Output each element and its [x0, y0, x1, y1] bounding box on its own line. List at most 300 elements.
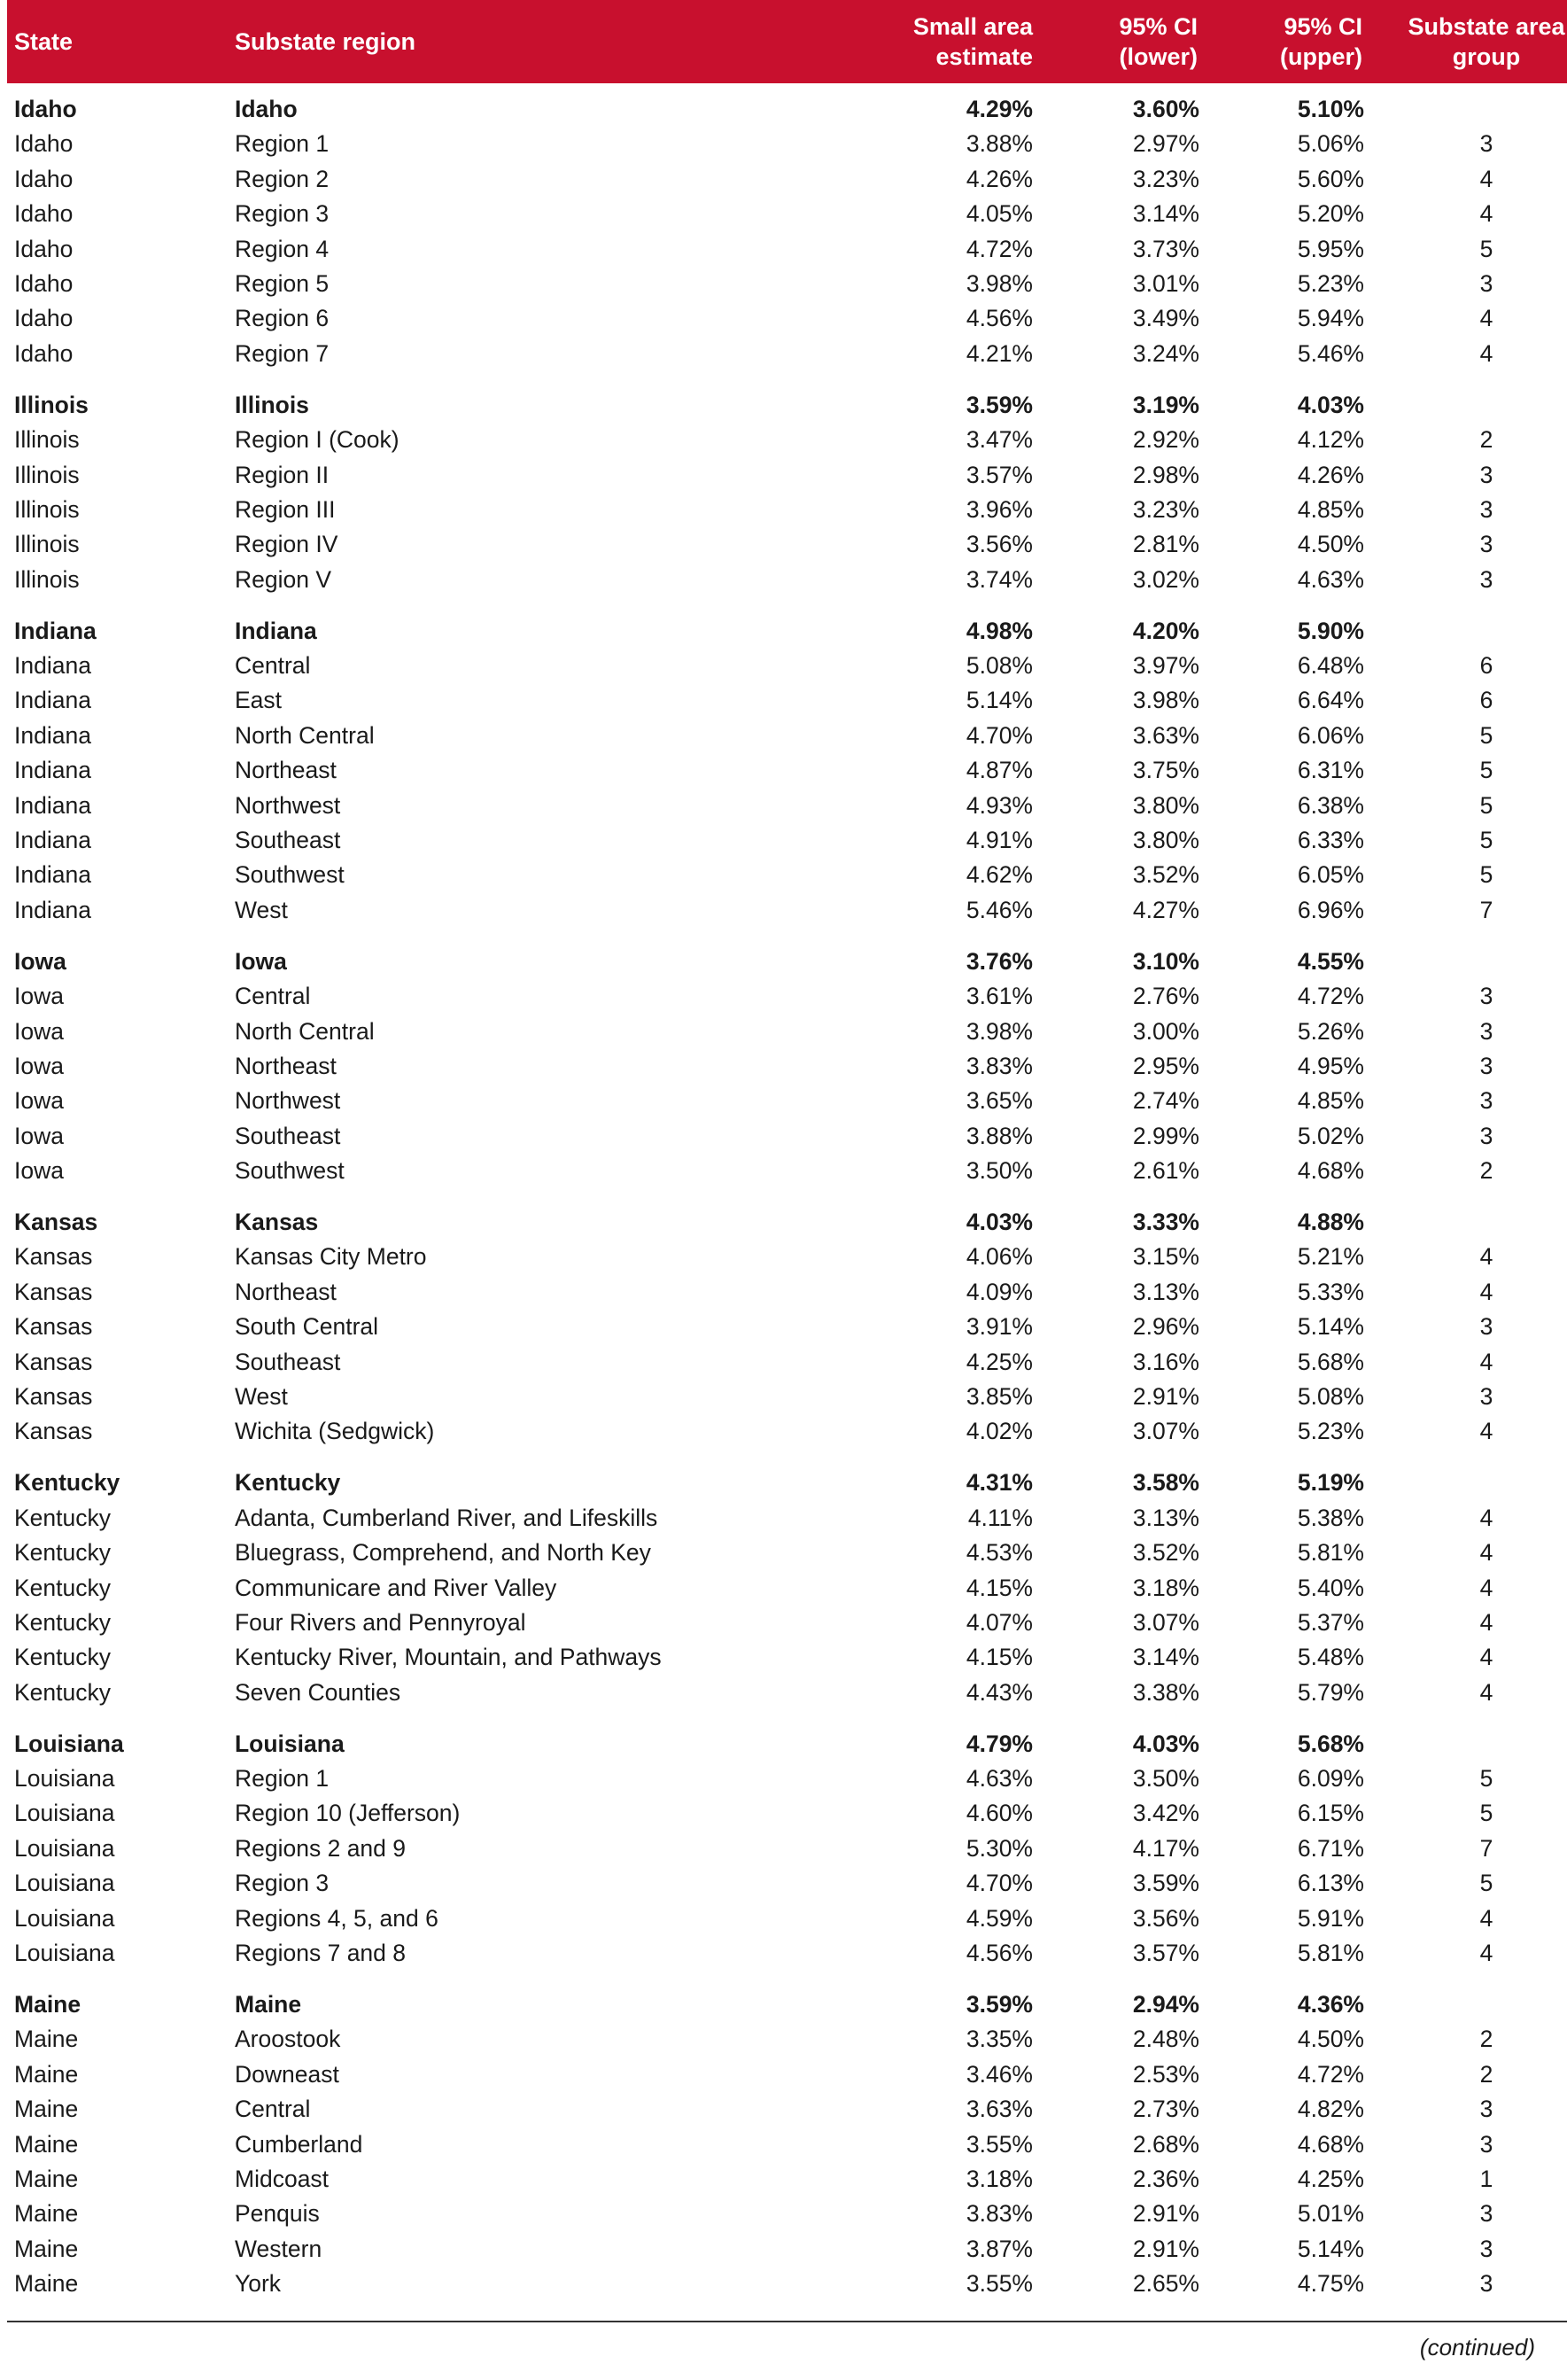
table-row: [7, 1936, 1567, 1971]
state-cell: Idaho: [14, 235, 74, 262]
small-area-estimate-cell: 3.57%: [966, 461, 1033, 488]
substate-region-cell: Region 3: [235, 200, 330, 228]
small-area-estimate-cell: 4.91%: [966, 827, 1033, 853]
substate-area-group-cell: 3: [1479, 270, 1493, 297]
substate-region-cell: Cumberland: [235, 2130, 363, 2158]
substate-area-group-cell: 5: [1479, 827, 1493, 853]
table-row: [7, 1154, 1567, 1188]
small-area-estimate-cell: 5.30%: [966, 1834, 1033, 1862]
ci-lower-cell: 4.17%: [1132, 1834, 1199, 1862]
small-area-estimate-cell: 3.65%: [966, 1087, 1033, 1115]
state-summary-row: [7, 1205, 1567, 1240]
ci-upper-cell: 4.75%: [1297, 2270, 1364, 2298]
substate-area-group-cell: [1407, 1987, 1566, 2022]
substate-region-cell: Region II: [235, 461, 330, 488]
substate-area-group-cell: 4: [1479, 1504, 1493, 1531]
ci-upper-cell: 5.14%: [1297, 1313, 1364, 1341]
state-cell: Kansas: [14, 1348, 93, 1375]
substate-region-cell: North Central: [235, 1017, 375, 1045]
table-row: [7, 2127, 1567, 2162]
ci-upper-cell: 5.60%: [1297, 165, 1364, 192]
ci-upper-cell: 4.25%: [1297, 2165, 1364, 2192]
state-cell: Kentucky: [14, 1678, 112, 1706]
state-summary-row: [7, 614, 1567, 649]
substate-area-group-cell: 5: [1479, 721, 1493, 749]
substate-area-group-cell: 3: [1479, 2130, 1493, 2158]
ci-upper-cell: 5.14%: [1297, 2235, 1364, 2262]
ci-upper-cell: 5.19%: [1297, 1469, 1364, 1497]
state-cell: Kansas: [14, 1313, 93, 1341]
substate-area-group-cell: 1: [1479, 2165, 1493, 2192]
ci-upper-cell: 6.06%: [1297, 721, 1364, 749]
substate-area-group-cell: 2: [1479, 1157, 1493, 1185]
substate-region-cell: Downeast: [235, 2060, 339, 2088]
small-area-estimate-cell: 3.47%: [966, 426, 1033, 454]
ci-lower-cell: 3.13%: [1132, 1278, 1199, 1305]
small-area-estimate-cell: 3.87%: [966, 2235, 1033, 2262]
ci-upper-cell: 6.64%: [1297, 687, 1364, 714]
small-area-estimate-cell: 4.93%: [966, 791, 1033, 819]
small-area-estimate-cell: 4.43%: [966, 1678, 1033, 1706]
state-cell: Iowa: [14, 1157, 64, 1185]
state-summary-row: [7, 1987, 1567, 2022]
ci-lower-cell: 4.03%: [1132, 1730, 1199, 1757]
table-row: [7, 683, 1567, 718]
ci-upper-cell: 6.71%: [1297, 1834, 1364, 1862]
ci-lower-cell: 2.92%: [1132, 426, 1199, 454]
table-row: [7, 719, 1567, 753]
ci-upper-cell: 5.20%: [1297, 200, 1364, 228]
ci-lower-cell: 3.58%: [1132, 1469, 1199, 1497]
state-cell: Iowa: [14, 1087, 64, 1115]
state-cell: Louisiana: [14, 1904, 115, 1932]
small-area-estimate-cell: 3.50%: [966, 1157, 1033, 1185]
header-ci-lower: 95% CI (lower): [1119, 13, 1198, 70]
table-row: [7, 1345, 1567, 1380]
substate-area-group-cell: 5: [1479, 235, 1493, 262]
substate-area-group-cell: 6: [1479, 652, 1493, 679]
table-row: [7, 267, 1567, 301]
table-row: [7, 2057, 1567, 2092]
substate-area-group-cell: 3: [1479, 1122, 1493, 1149]
substate-region-cell: Northwest: [235, 791, 341, 819]
substate-area-group-cell: 3: [1479, 495, 1493, 523]
ci-upper-cell: 5.46%: [1297, 339, 1364, 367]
table-row: [7, 1049, 1567, 1084]
ci-lower-cell: 3.50%: [1132, 1765, 1199, 1792]
ci-upper-cell: 4.63%: [1297, 565, 1364, 593]
ci-upper-cell: 4.50%: [1297, 531, 1364, 558]
ci-upper-cell: 5.23%: [1297, 1418, 1364, 1445]
substate-area-group-cell: 3: [1479, 1087, 1493, 1115]
substate-region-cell: Western: [235, 2235, 322, 2262]
ci-upper-cell: 4.36%: [1297, 1990, 1364, 2018]
small-area-estimate-cell: 4.29%: [966, 96, 1033, 122]
small-area-estimate-cell: 5.46%: [966, 896, 1033, 923]
table-row: [7, 2232, 1567, 2267]
state-cell: Louisiana: [14, 1940, 115, 1966]
substate-area-group-cell: 4: [1479, 165, 1493, 192]
state-cell: Maine: [14, 2165, 79, 2192]
substate-area-group-cell: 3: [1479, 983, 1493, 1010]
ci-lower-cell: 3.23%: [1132, 495, 1199, 523]
ci-lower-cell: 2.91%: [1132, 2200, 1199, 2228]
substate-region-cell: Central: [235, 983, 311, 1010]
ci-lower-cell: 2.98%: [1132, 461, 1199, 488]
substate-area-group-cell: 2: [1479, 2026, 1493, 2053]
ci-upper-cell: 5.37%: [1297, 1608, 1364, 1636]
ci-lower-cell: 3.18%: [1132, 1574, 1199, 1601]
state-cell: Iowa: [14, 983, 64, 1010]
state-cell: Kansas: [14, 1209, 98, 1235]
ci-upper-cell: 6.33%: [1297, 827, 1364, 853]
ci-lower-cell: 4.20%: [1132, 617, 1199, 644]
substate-area-group-cell: [1407, 388, 1566, 423]
small-area-estimate-cell: 3.76%: [966, 947, 1033, 975]
ci-lower-cell: 3.15%: [1132, 1243, 1199, 1271]
substate-area-group-cell: 4: [1479, 339, 1493, 367]
table-row: [7, 2092, 1567, 2127]
substate-area-group-cell: 2: [1479, 426, 1493, 454]
table-row: [7, 1240, 1567, 1274]
table-row: [7, 979, 1567, 1014]
substate-region-cell: Four Rivers and Pennyroyal: [235, 1608, 526, 1636]
ci-upper-cell: 5.94%: [1297, 305, 1364, 332]
ci-upper-cell: 4.68%: [1297, 1157, 1364, 1185]
state-cell: Indiana: [14, 827, 91, 853]
ci-lower-cell: 3.75%: [1132, 757, 1199, 784]
table-row: [7, 493, 1567, 527]
table-row: [7, 789, 1567, 823]
table-row: [7, 423, 1567, 457]
table-row: [7, 858, 1567, 892]
ci-lower-cell: 2.73%: [1132, 2096, 1199, 2123]
state-cell: Kansas: [14, 1243, 93, 1271]
substate-region-cell: Bluegrass, Comprehend, and North Key: [235, 1539, 651, 1567]
small-area-estimate-cell: 4.60%: [966, 1800, 1033, 1827]
substate-region-cell: Region 3: [235, 1870, 330, 1897]
ci-lower-cell: 2.65%: [1132, 2270, 1199, 2298]
state-cell: Kansas: [14, 1383, 93, 1410]
table-row: [7, 232, 1567, 267]
state-cell: Indiana: [14, 687, 91, 714]
table-header: [7, 0, 1567, 83]
substate-area-group-cell: [1407, 945, 1566, 979]
ci-upper-cell: 5.08%: [1297, 1383, 1364, 1410]
ci-upper-cell: 4.68%: [1297, 2130, 1364, 2158]
substate-region-cell: Kentucky: [235, 1469, 341, 1497]
ci-upper-cell: 5.48%: [1297, 1644, 1364, 1671]
ci-upper-cell: 5.26%: [1297, 1017, 1364, 1045]
substate-region-cell: Southeast: [235, 1122, 341, 1149]
ci-upper-cell: 5.68%: [1297, 1730, 1364, 1757]
small-area-estimate-cell: 3.18%: [966, 2165, 1033, 2192]
state-cell: Louisiana: [14, 1834, 115, 1862]
table-row: [7, 301, 1567, 336]
table-row: [7, 2022, 1567, 2057]
ci-lower-cell: 2.48%: [1132, 2026, 1199, 2053]
state-cell: Idaho: [14, 270, 74, 297]
substate-region-cell: Northeast: [235, 1052, 337, 1079]
substate-region-cell: West: [235, 896, 288, 923]
header-small-area-estimate: Small area estimate: [912, 13, 1033, 70]
ci-lower-cell: 3.63%: [1132, 721, 1199, 749]
ci-lower-cell: 3.80%: [1132, 827, 1199, 853]
substate-region-cell: York: [235, 2270, 282, 2298]
small-area-estimate-cell: 4.26%: [966, 165, 1033, 192]
substate-area-group-cell: 3: [1479, 130, 1493, 158]
substate-area-group-cell: [1407, 1466, 1566, 1500]
substate-area-group-cell: 4: [1479, 1608, 1493, 1636]
ci-lower-cell: 2.97%: [1132, 130, 1199, 158]
substate-region-cell: Adanta, Cumberland River, and Lifeskills: [235, 1504, 658, 1531]
state-cell: Kentucky: [14, 1504, 112, 1531]
substate-area-group-cell: 4: [1479, 1418, 1493, 1445]
table-row: [7, 2267, 1567, 2301]
ci-lower-cell: 2.76%: [1132, 983, 1199, 1010]
substate-region-cell: Midcoast: [235, 2165, 330, 2192]
substate-area-group-cell: 4: [1479, 1243, 1493, 1271]
substate-region-cell: East: [235, 687, 283, 714]
ci-upper-cell: 5.40%: [1297, 1574, 1364, 1601]
substate-area-group-cell: 7: [1479, 1834, 1493, 1862]
table-row: [7, 1501, 1567, 1536]
small-area-estimate-cell: 4.79%: [966, 1730, 1033, 1757]
substate-region-cell: Northwest: [235, 1087, 341, 1115]
ci-upper-cell: 4.55%: [1297, 947, 1364, 975]
header-ci-upper: 95% CI (upper): [1280, 13, 1362, 70]
table-row: [7, 197, 1567, 231]
small-area-estimate-cell: 3.46%: [966, 2060, 1033, 2088]
table-row: [7, 1832, 1567, 1866]
table-row: [7, 823, 1567, 858]
substate-region-cell: Region 6: [235, 305, 330, 332]
ci-lower-cell: 3.42%: [1132, 1800, 1199, 1827]
table-row: [7, 1762, 1567, 1796]
substate-area-group-cell: 3: [1479, 1313, 1493, 1341]
substate-region-cell: Communicare and River Valley: [235, 1574, 557, 1601]
state-cell: Indiana: [14, 721, 91, 749]
state-cell: Illinois: [14, 531, 80, 558]
substate-area-group-cell: [1407, 614, 1566, 649]
state-cell: Idaho: [14, 200, 74, 228]
substate-region-cell: Region V: [235, 565, 332, 593]
table-row: [7, 2162, 1567, 2197]
small-area-estimate-cell: 3.61%: [966, 983, 1033, 1010]
small-area-estimate-cell: 4.98%: [966, 617, 1033, 644]
substate-area-group-cell: 3: [1479, 565, 1493, 593]
substate-region-cell: Region 4: [235, 235, 330, 262]
substate-area-group-cell: 4: [1479, 1904, 1493, 1932]
substate-region-cell: Maine: [235, 1990, 302, 2018]
small-area-estimate-cell: 3.96%: [966, 495, 1033, 523]
state-cell: Maine: [14, 2130, 79, 2158]
ci-lower-cell: 2.68%: [1132, 2130, 1199, 2158]
substate-region-cell: Regions 4, 5, and 6: [235, 1904, 438, 1932]
substate-region-cell: Kansas City Metro: [235, 1243, 427, 1271]
table-row: [7, 162, 1567, 197]
state-cell: Maine: [14, 2270, 79, 2298]
small-area-estimate-cell: 4.02%: [966, 1418, 1033, 1445]
small-area-estimate-cell: 4.25%: [966, 1348, 1033, 1375]
substate-region-cell: Region I (Cook): [235, 426, 400, 454]
ci-upper-cell: 5.21%: [1297, 1243, 1364, 1271]
state-cell: Idaho: [14, 130, 74, 158]
ci-upper-cell: 5.10%: [1297, 96, 1364, 122]
ci-lower-cell: 2.91%: [1132, 1383, 1199, 1410]
ci-lower-cell: 3.19%: [1132, 391, 1199, 418]
ci-lower-cell: 3.13%: [1132, 1504, 1199, 1531]
small-area-estimate-cell: 4.59%: [966, 1904, 1033, 1932]
ci-lower-cell: 3.14%: [1132, 1644, 1199, 1671]
substate-area-group-cell: 3: [1479, 2096, 1493, 2123]
substate-region-cell: Region 1: [235, 1765, 330, 1792]
ci-lower-cell: 2.81%: [1132, 531, 1199, 558]
state-cell: Kentucky: [14, 1574, 112, 1601]
ci-lower-cell: 3.59%: [1132, 1870, 1199, 1897]
ci-lower-cell: 3.00%: [1132, 1017, 1199, 1045]
state-cell: Kentucky: [14, 1469, 120, 1497]
substate-region-cell: Regions 7 and 8: [235, 1940, 407, 1966]
substate-area-group-cell: 2: [1479, 2060, 1493, 2088]
substate-region-cell: Region 1: [235, 130, 330, 158]
small-area-estimate-cell: 3.83%: [966, 1052, 1033, 1079]
table-row: [7, 1084, 1567, 1118]
substate-region-cell: Region IV: [235, 531, 338, 558]
ci-upper-cell: 4.03%: [1297, 391, 1364, 418]
small-area-estimate-cell: 4.62%: [966, 861, 1033, 889]
ci-lower-cell: 3.98%: [1132, 687, 1199, 714]
table-row: [7, 1414, 1567, 1449]
ci-upper-cell: 6.05%: [1297, 861, 1364, 889]
substate-region-cell: Regions 2 and 9: [235, 1834, 407, 1862]
substate-area-group-cell: 3: [1479, 2200, 1493, 2228]
substate-region-cell: Kentucky River, Mountain, and Pathways: [235, 1644, 662, 1671]
header-substate-region: Substate region: [235, 28, 416, 55]
ci-upper-cell: 4.95%: [1297, 1052, 1364, 1079]
substate-area-group-cell: 7: [1479, 896, 1493, 923]
state-cell: Maine: [14, 2026, 79, 2053]
table-row: [7, 1536, 1567, 1570]
small-area-estimate-cell: 4.06%: [966, 1243, 1033, 1271]
state-cell: Iowa: [14, 1052, 64, 1079]
small-area-estimate-cell: 5.08%: [966, 652, 1033, 679]
small-area-estimate-cell: 4.05%: [966, 200, 1033, 228]
small-area-estimate-cell: 3.91%: [966, 1313, 1033, 1341]
ci-upper-cell: 5.90%: [1297, 617, 1364, 644]
table-row: [7, 563, 1567, 597]
substate-region-cell: Southeast: [235, 827, 341, 853]
ci-lower-cell: 3.24%: [1132, 339, 1199, 367]
ci-lower-cell: 3.56%: [1132, 1904, 1199, 1932]
small-area-estimate-cell: 3.98%: [966, 1017, 1033, 1045]
ci-lower-cell: 3.10%: [1132, 947, 1199, 975]
substate-region-cell: Penquis: [235, 2200, 320, 2228]
substate-area-group-cell: 5: [1479, 1800, 1493, 1827]
ci-lower-cell: 3.49%: [1132, 305, 1199, 332]
ci-upper-cell: 5.38%: [1297, 1504, 1364, 1531]
small-area-estimate-cell: 3.56%: [966, 531, 1033, 558]
small-area-estimate-cell: 3.59%: [966, 391, 1033, 418]
state-summary-row: [7, 92, 1567, 127]
substate-region-cell: West: [235, 1383, 288, 1410]
ci-upper-cell: 6.15%: [1297, 1800, 1364, 1827]
ci-lower-cell: 3.07%: [1132, 1608, 1199, 1636]
small-area-estimate-cell: 3.63%: [966, 2096, 1033, 2123]
small-area-estimate-cell: 4.21%: [966, 339, 1033, 367]
table-row: [7, 649, 1567, 683]
continued-note: (continued): [1419, 2334, 1535, 2361]
table-row: [7, 337, 1567, 371]
substate-region-cell: Indiana: [235, 617, 317, 644]
ci-upper-cell: 5.06%: [1297, 130, 1364, 158]
state-cell: Iowa: [14, 1122, 64, 1149]
substate-region-cell: Aroostook: [235, 2026, 341, 2053]
state-cell: Maine: [14, 2096, 79, 2123]
small-area-estimate-cell: 3.83%: [966, 2200, 1033, 2228]
state-cell: Idaho: [14, 165, 74, 192]
state-summary-row: [7, 945, 1567, 979]
table-row: [7, 1866, 1567, 1901]
state-summary-row: [7, 388, 1567, 423]
small-area-estimate-cell: 4.09%: [966, 1278, 1033, 1305]
substate-region-cell: Region 7: [235, 339, 330, 367]
ci-upper-cell: 4.72%: [1297, 2060, 1364, 2088]
table-row: [7, 1606, 1567, 1640]
small-area-estimate-cell: 4.70%: [966, 1870, 1033, 1897]
substate-area-group-cell: 5: [1479, 1870, 1493, 1897]
substate-area-group-cell: [1407, 1727, 1566, 1762]
small-area-estimate-cell: 3.98%: [966, 270, 1033, 297]
substate-area-group-cell: 4: [1479, 200, 1493, 228]
substate-area-group-cell: 4: [1479, 1539, 1493, 1567]
small-area-estimate-cell: 3.35%: [966, 2026, 1033, 2053]
substate-area-group-cell: 4: [1479, 305, 1493, 332]
ci-lower-cell: 3.14%: [1132, 200, 1199, 228]
ci-lower-cell: 3.52%: [1132, 1539, 1199, 1567]
table-row: [7, 1275, 1567, 1310]
substate-area-group-cell: 3: [1479, 1017, 1493, 1045]
substate-area-group-cell: 4: [1479, 1574, 1493, 1601]
ci-upper-cell: 5.68%: [1297, 1348, 1364, 1375]
ci-lower-cell: 3.38%: [1132, 1678, 1199, 1706]
small-area-estimate-cell: 3.85%: [966, 1383, 1033, 1410]
ci-lower-cell: 3.97%: [1132, 652, 1199, 679]
substate-area-group-cell: 3: [1479, 461, 1493, 488]
state-cell: Indiana: [14, 617, 97, 644]
ci-upper-cell: 5.02%: [1297, 1122, 1364, 1149]
table-row: [7, 1676, 1567, 1710]
substate-region-cell: Region 5: [235, 270, 330, 297]
ci-lower-cell: 2.95%: [1132, 1052, 1199, 1079]
state-cell: Indiana: [14, 861, 91, 889]
state-cell: Indiana: [14, 791, 91, 819]
ci-upper-cell: 5.81%: [1297, 1539, 1364, 1567]
substate-area-group-cell: 4: [1479, 1348, 1493, 1375]
small-area-estimate-cell: 4.11%: [967, 1504, 1033, 1531]
ci-upper-cell: 5.91%: [1297, 1904, 1364, 1932]
substate-area-group-cell: 4: [1479, 1644, 1493, 1671]
substate-region-cell: Northeast: [235, 1278, 337, 1305]
ci-upper-cell: 5.23%: [1297, 270, 1364, 297]
ci-lower-cell: 3.23%: [1132, 165, 1199, 192]
table-row: [7, 1015, 1567, 1049]
ci-lower-cell: 3.02%: [1132, 565, 1199, 593]
ci-upper-cell: 4.88%: [1297, 1209, 1364, 1235]
ci-upper-cell: 6.38%: [1297, 791, 1364, 819]
state-cell: Iowa: [14, 947, 66, 975]
ci-upper-cell: 5.81%: [1297, 1940, 1364, 1966]
